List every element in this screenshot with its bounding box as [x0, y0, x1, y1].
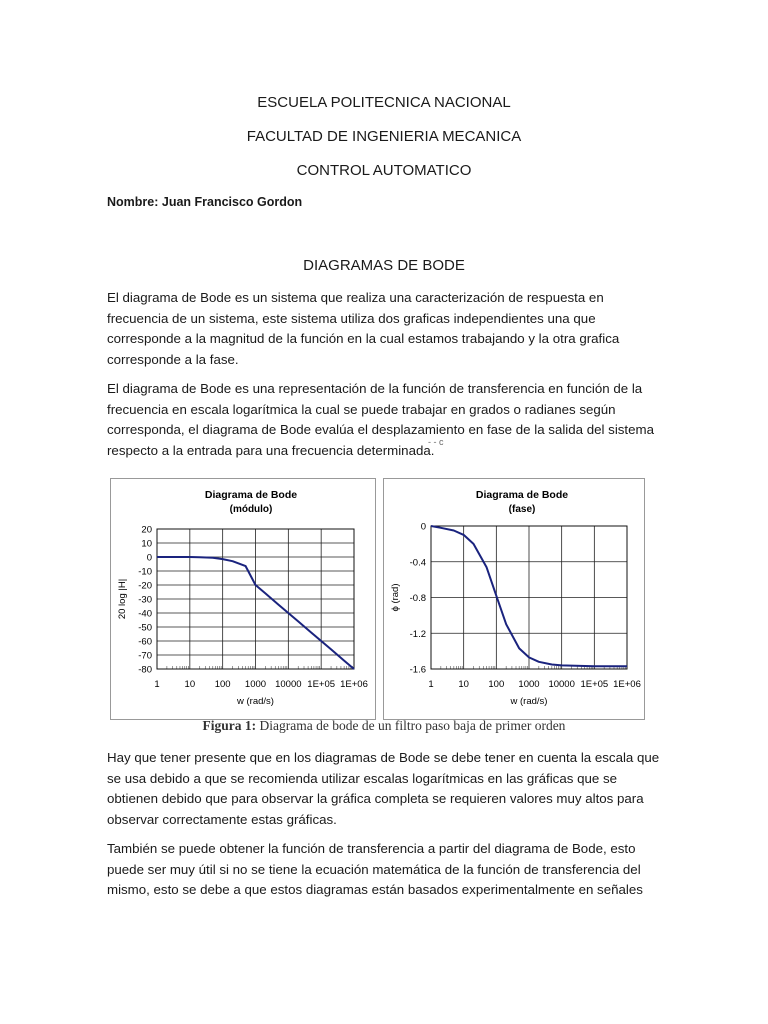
institution-heading: ESCUELA POLITECNICA NACIONAL — [257, 94, 511, 111]
chart-title: Diagrama de Bode — [475, 489, 569, 501]
faculty-heading: FACULTAD DE INGENIERIA MECANICA — [246, 128, 522, 145]
y-tick-label: -70 — [138, 650, 152, 662]
figure-label: Figura 1: — [202, 718, 257, 733]
y-tick-label: 10 — [141, 538, 152, 550]
paragraph-definition: El diagrama de Bode es una representación de la función de transferencia en función de la frecuencia en escala logarítmica la cual se puede trabajar en grados o radianes según corresponda, el diagrama de Bode evalúa el desplazamiento en fase de la salida del sistema respecto a la entrada para una frecuencia determinada. — [107, 381, 654, 458]
magnitude-chart-svg — [111, 479, 375, 719]
x-tick-label: 10000 — [548, 679, 575, 690]
x-tick-label: 1000 — [518, 679, 540, 690]
y-tick-label: 0 — [420, 521, 426, 533]
x-axis-label: w (rad/s) — [237, 696, 274, 707]
y-axis-label: ϕ (rad) — [390, 583, 401, 612]
y-tick-label: -1.2 — [409, 628, 426, 640]
chart-subtitle: (módulo) — [229, 504, 273, 515]
figure-caption — [0, 718, 768, 734]
y-tick-label: -1.6 — [409, 664, 426, 676]
y-tick-label: -40 — [138, 608, 152, 620]
x-tick-label: 1E+05 — [307, 679, 336, 690]
y-axis-label: 20 log |H| — [117, 578, 128, 620]
x-tick-label: 1E+06 — [613, 679, 641, 690]
y-tick-label: 0 — [146, 552, 152, 564]
paragraph-intro: El diagrama de Bode es un sistema que realiza una caracterización de respuesta en frecuencia de un sistema, este sistema utiliza dos graficas independientes una que corresponde a la magnitud de la función en la cual estamos trabajando y la otra grafica corresponde a la fase. — [107, 290, 620, 367]
x-tick-label: 100 — [488, 679, 505, 690]
x-tick-label: 100 — [214, 679, 231, 690]
bode-magnitude-chart — [110, 478, 376, 720]
x-axis-label: w (rad/s) — [510, 696, 548, 707]
bode-phase-chart — [383, 478, 645, 720]
x-tick-label: 1000 — [244, 679, 267, 690]
y-tick-label: -0.8 — [409, 593, 426, 604]
y-tick-label: -50 — [138, 622, 152, 634]
x-tick-label: 1 — [154, 679, 160, 690]
course-heading: CONTROL AUTOMATICO — [296, 162, 472, 179]
y-tick-label: -30 — [138, 594, 152, 606]
x-tick-label: 1 — [428, 679, 434, 690]
paragraph-scales: Hay que tener presente que en los diagramas de Bode se debe tener en cuenta la escala que se usa debido a que se recomienda utilizar escalas logarítmicas en las gráficas que se obtienen debido que para observar la gráfica completa se requieren valores muy altos para observar correctamente estas gráficas. — [107, 750, 660, 827]
section-title: DIAGRAMAS DE BODE — [303, 257, 465, 274]
y-tick-label: -80 — [138, 664, 152, 676]
author-name: Nombre: Juan Francisco Gordon — [107, 195, 303, 209]
x-tick-label: 1E+05 — [580, 679, 609, 690]
x-tick-label: 10 — [458, 679, 469, 690]
y-tick-label: -0.4 — [409, 557, 426, 569]
y-tick-label: -10 — [138, 566, 152, 578]
y-tick-label: -20 — [138, 580, 152, 592]
chart-title: Diagrama de Bode — [204, 489, 298, 501]
chart-subtitle: (fase) — [508, 504, 536, 515]
y-tick-label: 20 — [141, 524, 152, 536]
phase-chart-svg — [384, 479, 644, 719]
x-tick-label: 10000 — [275, 679, 302, 690]
paragraph-transfer: También se puede obtener la función de transferencia a partir del diagrama de Bode, esto puede ser muy útil si no se tiene la ecuación matemática de la función de transferencia del mismo, esto se debe a que estos diagramas están basados experimentalmente en señales — [107, 841, 643, 897]
stray-mark: - - c — [428, 437, 444, 447]
x-tick-label: 1E+06 — [340, 679, 368, 690]
y-tick-label: -60 — [138, 636, 152, 648]
figure-caption-text: Diagrama de bode de un filtro paso baja de primer orden — [256, 718, 566, 733]
x-tick-label: 10 — [184, 679, 196, 690]
